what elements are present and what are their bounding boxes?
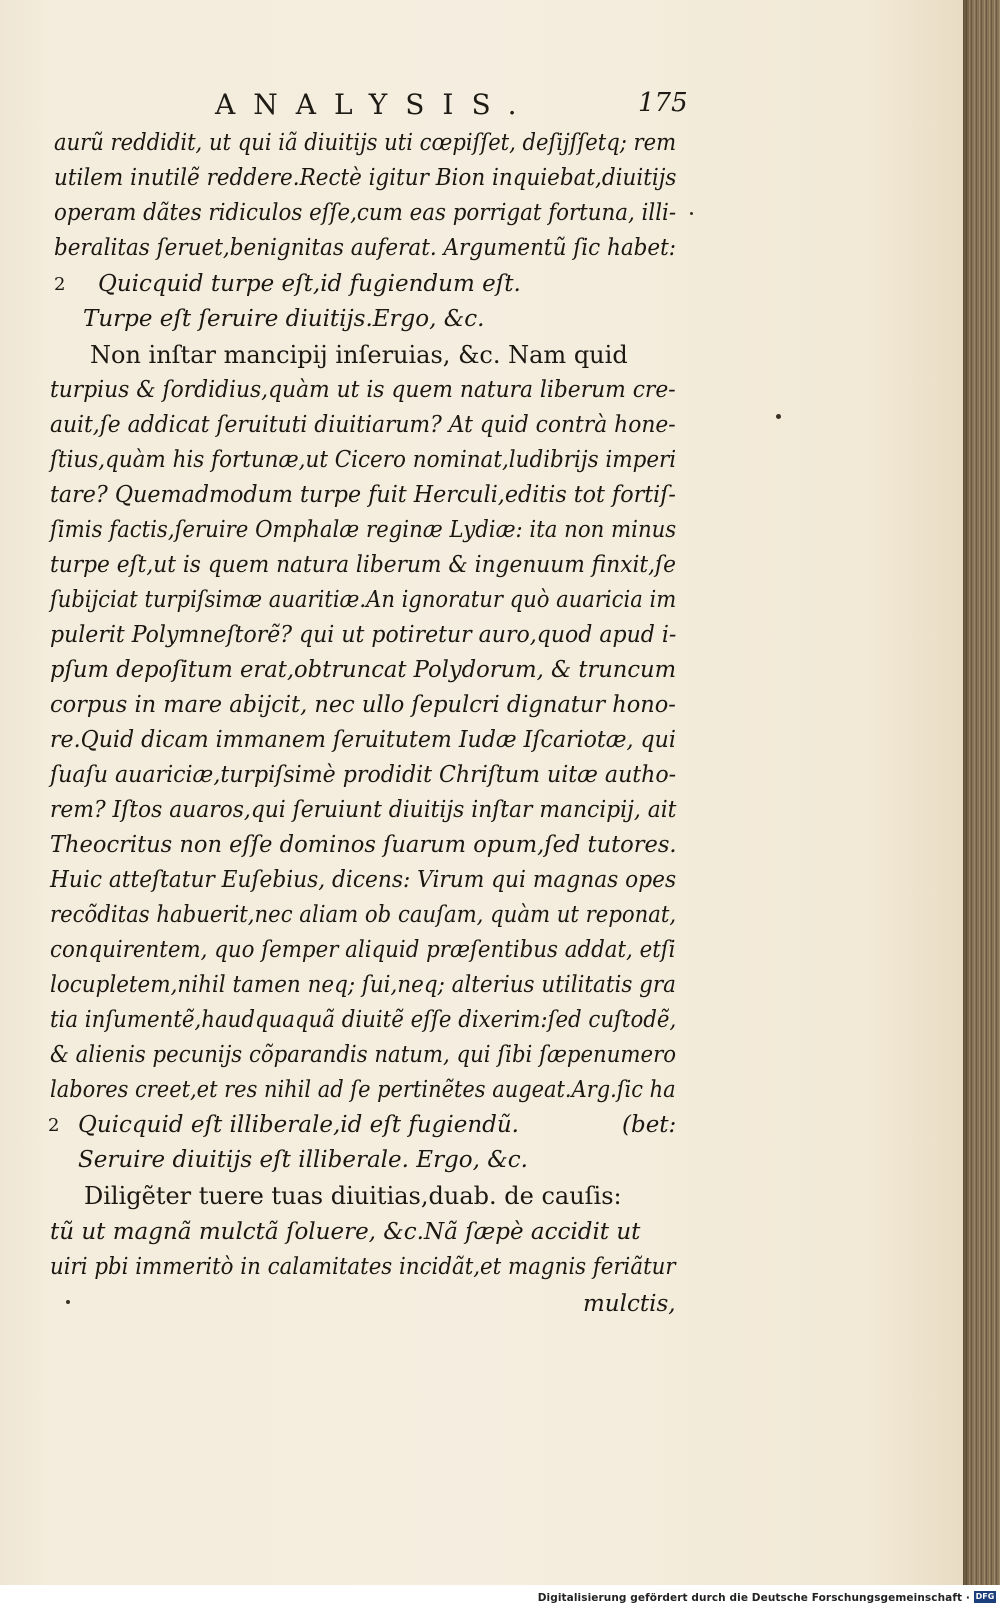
- text-line: tũ ut magnã mulctã ſoluere, &c.Nã ſæpè accidit ut: [50, 1219, 641, 1245]
- edge-shadow: [963, 0, 971, 1585]
- page-edges: [963, 0, 1000, 1585]
- text-line: tia inſumentẽ,haudquaquã diuitẽ eſſe dixerim:ſed cuſtodẽ,: [50, 1007, 677, 1033]
- text-line: ſtius,quàm his fortunæ,ut Cicero nominat,ludibrijs imperi: [50, 447, 677, 473]
- text-line: Turpe eſt ſeruire diuitijs.Ergo, &c.: [83, 306, 485, 332]
- text-line-lemma: Non inſtar mancipij inſeruias, &c. Nam quid: [90, 341, 628, 369]
- text-line: ſimis factis,ſeruire Omphalæ reginæ Lydiæ: ita non minus: [50, 517, 677, 543]
- text-line: beralitas ſeruet,benignitas auferat. Argumentũ ſic habet:: [54, 235, 677, 261]
- text-line: labores creet,et res nihil ad ſe pertinẽtes augeat.Arg.ſic ha: [50, 1077, 676, 1103]
- dfg-logo: DFG: [975, 1592, 995, 1601]
- text-line: pſum depoſitum erat,obtruncat Polydorum, & truncum: [50, 657, 677, 683]
- text-line: pulerit Polymneſtorẽ? qui ut potiretur auro,quod apud i-: [50, 622, 677, 648]
- ink-speck: [66, 1300, 70, 1304]
- margin-marker: 2: [48, 1115, 60, 1136]
- text-line: operam dãtes ridiculos eſſe,cum eas porrigat fortuna, illi-: [54, 200, 677, 226]
- text-line: Seruire diuitijs eſt illiberale. Ergo, &c.: [78, 1147, 528, 1173]
- text-line: locupletem,nihil tamen neq; ſui,neq; alterius utilitatis gra: [50, 972, 676, 998]
- text-line: uiri pbi immeritò in calamitates incidãt,et magnis feriãtur: [50, 1254, 676, 1280]
- text-line: Quicquid turpe eſt,id fugiendum eſt.: [98, 271, 521, 297]
- text-line: ſuaſu auariciæ,turpiſsimè prodidit Chriſtum uitæ autho-: [50, 762, 677, 788]
- text-line-lemma: Diligẽter tuere tuas diuitias,duab. de cauſis:: [84, 1182, 622, 1210]
- text-line: recõditas habuerit,nec aliam ob cauſam, quàm ut reponat,: [50, 902, 677, 928]
- catchword: mulctis,: [583, 1291, 676, 1317]
- text-line: rem? Iſtos auaros,qui ſeruiunt diuitijs inſtar mancipij, ait: [50, 797, 677, 823]
- text-line: auit,ſe addicat ſeruituti diuitiarum? At quid contrà hone-: [50, 412, 676, 438]
- text-line: conquirentem, quo ſemper aliquid præſentibus addat, etſi: [50, 937, 676, 963]
- text-line: Huic atteſtatur Euſebius, dicens: Virum qui magnas opes: [50, 867, 677, 893]
- margin-marker: 2: [54, 274, 66, 295]
- text-line: turpe eſt,ut is quem natura liberum & ingenuum finxit,ſe: [50, 552, 676, 578]
- text-line: Theocritus non eſſe dominos ſuarum opum,ſed tutores.: [50, 832, 677, 858]
- text-line: corpus in mare abijcit, nec ullo ſepulcri dignatur hono-: [50, 692, 676, 718]
- page-number: 175: [638, 88, 688, 118]
- text-line: Quicquid eſt illiberale,id eſt fugiendũ.: [78, 1112, 519, 1138]
- text-line: turpius & ſordidius,quàm ut is quem natura liberum cre-: [50, 377, 676, 403]
- text-line: utilem inutilẽ reddere.Rectè igitur Bion inquiebat,diuitijs: [54, 165, 677, 191]
- text-line: & alienis pecunijs cõparandis natum, qui ſibi ſæpenumero: [50, 1042, 677, 1068]
- text-line: tare? Quemadmodum turpe fuit Herculi,editis tot fortiſ-: [50, 482, 676, 508]
- text-line: ſubijciat turpiſsimæ auaritiæ.An ignoratur quò auaricia im: [50, 587, 677, 613]
- turnover-word: (bet:: [622, 1112, 677, 1138]
- ink-speck: [690, 212, 693, 215]
- running-head: ANALYSIS.: [215, 88, 535, 121]
- ink-speck: [776, 414, 781, 419]
- funding-note: Digitalisierung gefördert durch die Deutsche Forschungsgemeinschaft ·: [537, 1592, 970, 1604]
- text-line: re.Quid dicam immanem ſeruitutem Iudæ Iſcariotæ, qui: [50, 727, 676, 753]
- text-line: aurũ reddidit, ut qui iã diuitijs uti cœpiſſet, deſijſſetq; rem: [54, 130, 677, 156]
